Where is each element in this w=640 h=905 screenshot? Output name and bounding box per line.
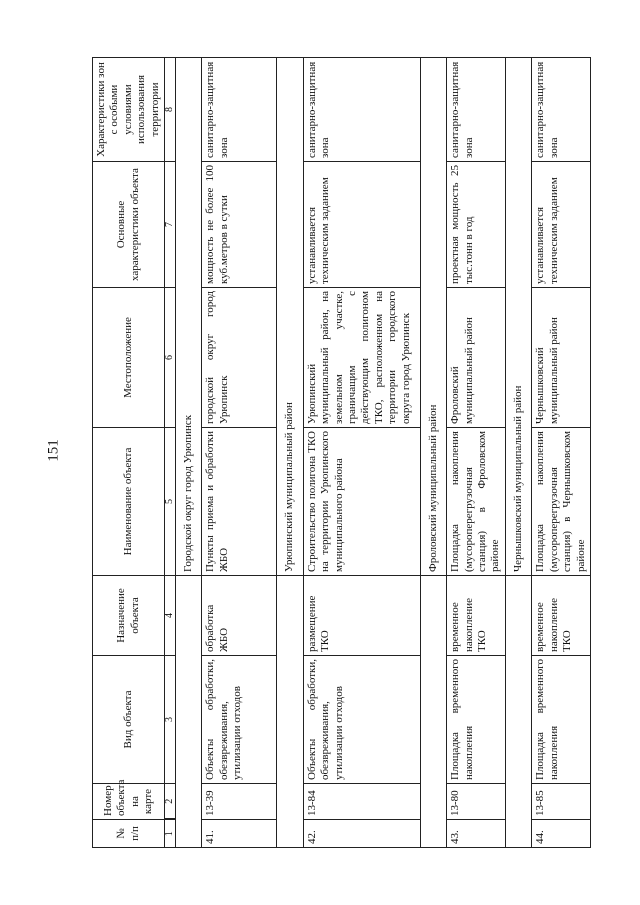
- object-name: Площадка накопления (мусороперегрузочная станция) в Чернышковском районе: [532, 428, 591, 576]
- object-characteristics: устанавливается техническим заданием: [303, 162, 420, 288]
- object-purpose: временное накопление ТКО: [532, 576, 591, 656]
- zone-characteristics: санитарно-защитная зона: [202, 58, 277, 162]
- object-name: Пункты приема и обработки ЖБО: [202, 428, 277, 576]
- object-characteristics: проектная мощность 25 тыс.тонн в год: [447, 162, 506, 288]
- object-characteristics: мощность не более 100 куб.метров в сутки: [202, 162, 277, 288]
- column-number: 6: [165, 288, 176, 428]
- section-title: Городской округ город Урюпинск: [176, 58, 202, 576]
- header-cell: № п/п: [93, 820, 165, 848]
- header-cell: Наименование объекта: [93, 428, 165, 576]
- object-purpose: временное накопление ТКО: [447, 576, 506, 656]
- page-number: 151: [45, 439, 62, 462]
- object-location: городской округ город Урюпинск: [202, 288, 277, 428]
- map-number: 13-84: [303, 784, 420, 820]
- header-cell: Основные характеристики объекта: [93, 162, 165, 288]
- map-number: 13-85: [532, 784, 591, 820]
- row-number: 44.: [532, 820, 591, 848]
- object-purpose: размещение ТКО: [303, 576, 420, 656]
- section-title: Чернышковский муниципальный район: [505, 58, 531, 576]
- header-cell: Назначение объекта: [93, 576, 165, 656]
- column-number-row: [165, 58, 176, 848]
- zone-characteristics: санитарно-защитная зона: [303, 58, 420, 162]
- column-number: 8: [165, 58, 176, 162]
- column-number: 2: [165, 784, 176, 820]
- header-cell: Местоположение: [93, 288, 165, 428]
- rotated-page-content: [92, 58, 587, 848]
- object-name: Площадка накопления (мусороперегрузочная станция) в Фроловском районе: [447, 428, 506, 576]
- row-number: 41.: [202, 820, 277, 848]
- object-kind: Объекты обработки, обезвреживания, утилизации отходов: [202, 656, 277, 784]
- object-name: Строительство полигона ТКО на территории Урюпинского муниципального района: [303, 428, 420, 576]
- section-title: Фроловский муниципальный район: [420, 58, 446, 576]
- table-header-row: [93, 58, 165, 848]
- objects-table: [92, 57, 591, 848]
- column-number: 7: [165, 162, 176, 288]
- header-cell: Номер объекта на карте: [93, 784, 165, 820]
- object-location: Чернышковский муниципальный район: [532, 288, 591, 428]
- column-number: 1: [165, 820, 176, 848]
- object-location: Урюпинский муниципальный район, на земельном участке, граничащим с действующим полигоном ТКО, расположенном на территории городского округа город Урюпинск: [303, 288, 420, 428]
- section-row: [176, 58, 202, 848]
- object-characteristics: устанавливается техническим заданием: [532, 162, 591, 288]
- zone-characteristics: санитарно-защитная зона: [532, 58, 591, 162]
- column-number: 4: [165, 576, 176, 656]
- table-row: [303, 58, 420, 848]
- section-row: [505, 58, 531, 848]
- object-kind: Объекты обработки, обезвреживания, утилизации отходов: [303, 656, 420, 784]
- table-row: [447, 58, 506, 848]
- section-row: [277, 58, 303, 848]
- header-cell: Вид объекта: [93, 656, 165, 784]
- header-cell: Характеристики зон с особыми условиями использования территории: [93, 58, 165, 162]
- zone-characteristics: санитарно-защитная зона: [447, 58, 506, 162]
- object-kind: Площадка временного накопления: [532, 656, 591, 784]
- section-row: [420, 58, 446, 848]
- column-number: 3: [165, 656, 176, 784]
- object-location: Фроловский муниципальный район: [447, 288, 506, 428]
- object-purpose: обработка ЖБО: [202, 576, 277, 656]
- object-kind: Площадка временного накопления: [447, 656, 506, 784]
- section-title: Урюпинский муниципальный район: [277, 58, 303, 576]
- map-number: 13-80: [447, 784, 506, 820]
- table-row: [532, 58, 591, 848]
- row-number: 42.: [303, 820, 420, 848]
- row-number: 43.: [447, 820, 506, 848]
- map-number: 13-39: [202, 784, 277, 820]
- table-row: [202, 58, 277, 848]
- column-number: 5: [165, 428, 176, 576]
